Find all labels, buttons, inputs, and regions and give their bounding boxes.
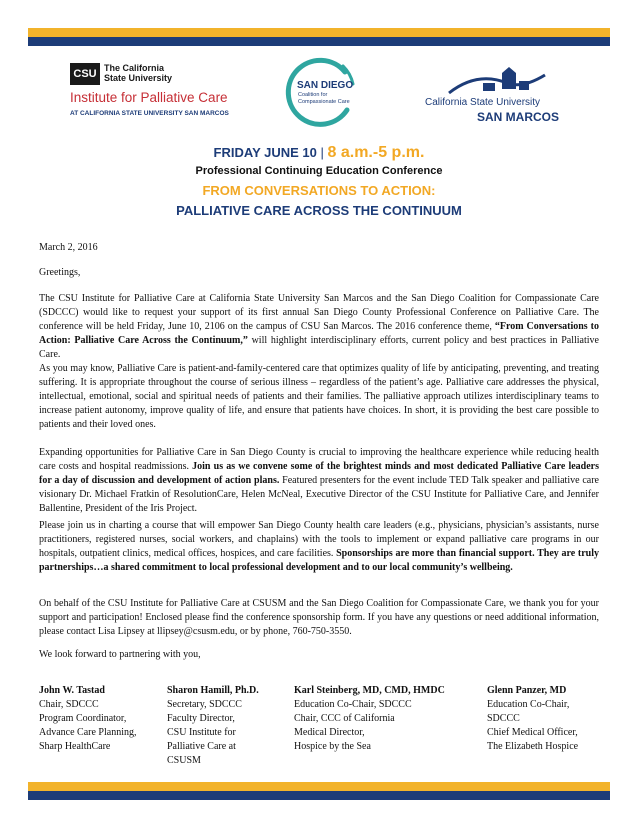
letter-paragraph-4: [39, 519, 599, 575]
para3-bold: Join us as we convene some of the brightest minds and most dedicated Palliative Care leaders for a day of discussion and development of action plans.: [39, 461, 600, 486]
csu-logo-box: CSU: [70, 63, 100, 85]
csu-name-line1: The California: [104, 63, 165, 73]
para4-bold: Sponsorships are more than financial support. They are truly partnerships…a shared commitment to local professional development and to our local community’s wellbeing.: [39, 548, 599, 573]
para1-theme-bold: “From Conversations to Action: Palliative Care Across the Continuum,”: [39, 321, 599, 346]
top-gold-stripe: [28, 28, 610, 37]
csu-name-line2: State University: [104, 73, 173, 83]
signatory-3: [294, 684, 479, 754]
para1-text-a: The CSU Institute for Palliative Care at California State University San Marcos and the San Diego Coalition for Compassionate Care (SDCCC) would like to request your support of its first annual San Diego County Professional Conference on Palliative Care. The conference will be held Friday, June 10, 2106 on the campus of CSU San Marcos. The 2016 conference theme,: [39, 293, 599, 332]
csu-logo-name: [104, 63, 172, 83]
signatory-4: [487, 684, 607, 754]
signatory-name: Karl Steinberg, MD, CMD, HMDC: [294, 685, 445, 696]
top-decorative-band: [28, 28, 610, 46]
signatory-title-line: CSU Institute for: [167, 727, 236, 738]
para3-text-c: Featured presenters for the event include TED Talk speaker and palliative care visionary Dr. Michael Fratkin of ResolutionCare, Helen McNeal, Executive Director of the CSU Institute for Palliative Care, and Jennifer Ballentine, President of the Iris Project.: [39, 475, 599, 514]
signatory-name: John W. Tastad: [39, 685, 105, 696]
signatory-2: [167, 684, 287, 768]
letter-paragraph-5: On behalf of the CSU Institute for Palliative Care at CSUSM and the San Diego Coalition for Compassionate Care, we thank you for your support and participation! Enclosed please find the conference sponsorship form. If you have any questions or need additional information, please contact Lisa Lipsey at llipsey@csusm.edu, or by phone, 760-750-3550.: [39, 598, 599, 637]
signatory-title-line: Palliative Care at: [167, 741, 236, 752]
ipc-logo-title: Institute for Palliative Care: [70, 90, 228, 105]
conference-theme-line-2: PALLIATIVE CARE ACROSS THE CONTINUUM: [176, 203, 462, 218]
csusm-logo: [425, 63, 560, 125]
para1-text-c: will highlight interdisciplinary efforts, current policy and best practices in Palliative Care.: [39, 335, 599, 360]
letter-paragraph-2: As you may know, Palliative Care is patient-and-family-centered care that optimizes quality of life by anticipating, preventing, and treating suffering. It is appropriate throughout the course of serious illness – regardless of the patient’s age. Palliative care addresses the physical, intellectual, emotional, social and spiritual needs of patients and their families. The palliative approach utilizes interdisciplinary teams to increase patient autonomy, improve quality of life, and ensure that patients have choices. In short, it is providing the best care possible to patients and their loved ones.: [39, 363, 599, 430]
san-diego-coalition-logo: [283, 54, 358, 134]
signatory-title-line: SDCCC: [487, 713, 520, 724]
sd-sub-line1: Coalition for: [298, 92, 328, 98]
signatory-title-line: Hospice by the Sea: [294, 741, 371, 752]
signatory-name: Sharon Hamill, Ph.D.: [167, 685, 259, 696]
signatory-title-line: Advance Care Planning,: [39, 727, 137, 738]
signatory-title-line: Chair, CCC of California: [294, 713, 395, 724]
para3-text-a: Expanding opportunities for Palliative Care in San Diego County is crucial to improving the healthcare experience while reducing health care costs and hospital readmissions.: [39, 447, 599, 472]
bottom-navy-stripe: [28, 791, 610, 800]
signatory-name: Glenn Panzer, MD: [487, 685, 567, 696]
letter-greeting: Greetings,: [39, 267, 81, 278]
bottom-decorative-band: [28, 782, 610, 800]
letter-date: March 2, 2016: [39, 242, 98, 253]
event-time: 8 a.m.-5 p.m.: [327, 144, 425, 161]
signatory-title-line: Program Coordinator,: [39, 713, 127, 724]
signatory-title-line: CSUSM: [167, 755, 201, 766]
letter-paragraph-1: [39, 292, 599, 362]
sd-logo-title: SAN DIEGO: [297, 80, 354, 91]
signatory-title-line: Chief Medical Officer,: [487, 727, 578, 738]
event-date-separator: |: [320, 145, 324, 160]
csusm-campus-skyline-icon: [447, 63, 547, 97]
sd-logo-subtitle: [298, 92, 350, 105]
signatory-title-line: Education Co-Chair,: [487, 699, 570, 710]
signatory-title-line: Sharp HealthCare: [39, 741, 111, 752]
csusm-logo-campus: SAN MARCOS: [477, 110, 560, 124]
signatory-title-line: Chair, SDCCC: [39, 699, 99, 710]
event-date-line: [0, 144, 638, 162]
event-date: FRIDAY JUNE 10: [213, 145, 317, 160]
signatory-title-line: Secretary, SDCCC: [167, 699, 242, 710]
letter-closing: We look forward to partnering with you,: [39, 649, 201, 660]
signatory-1: [39, 684, 159, 754]
csu-institute-palliative-care-logo: [70, 63, 240, 123]
sd-sub-line2: Compassionate Care: [298, 98, 350, 105]
para4-text-a: Please join us in charting a course that will empower San Diego County health care leaders (e.g., physicians, physician’s assistants, nurse practitioners, registered nurses, social workers, and chaplains) with the tools to implement or expand palliative care programs in our hospitals, outpatient clinics, medical offices, hospices, and care facilities.: [39, 520, 599, 559]
letter-paragraph-3: [39, 446, 599, 516]
bottom-gold-stripe: [28, 782, 610, 791]
top-navy-stripe: [28, 37, 610, 46]
conference-subtitle: Professional Continuing Education Conference: [195, 165, 443, 177]
csusm-logo-name: California State University: [425, 97, 541, 108]
signatory-title-line: Education Co-Chair, SDCCC: [294, 699, 412, 710]
ipc-logo-subtitle: AT CALIFORNIA STATE UNIVERSITY SAN MARCOS: [70, 110, 229, 117]
signatory-title-line: The Elizabeth Hospice: [487, 741, 579, 752]
signatory-title-line: Medical Director,: [294, 727, 365, 738]
signatory-title-line: Faculty Director,: [167, 713, 235, 724]
conference-theme-line-1: FROM CONVERSATIONS TO ACTION:: [202, 183, 436, 198]
